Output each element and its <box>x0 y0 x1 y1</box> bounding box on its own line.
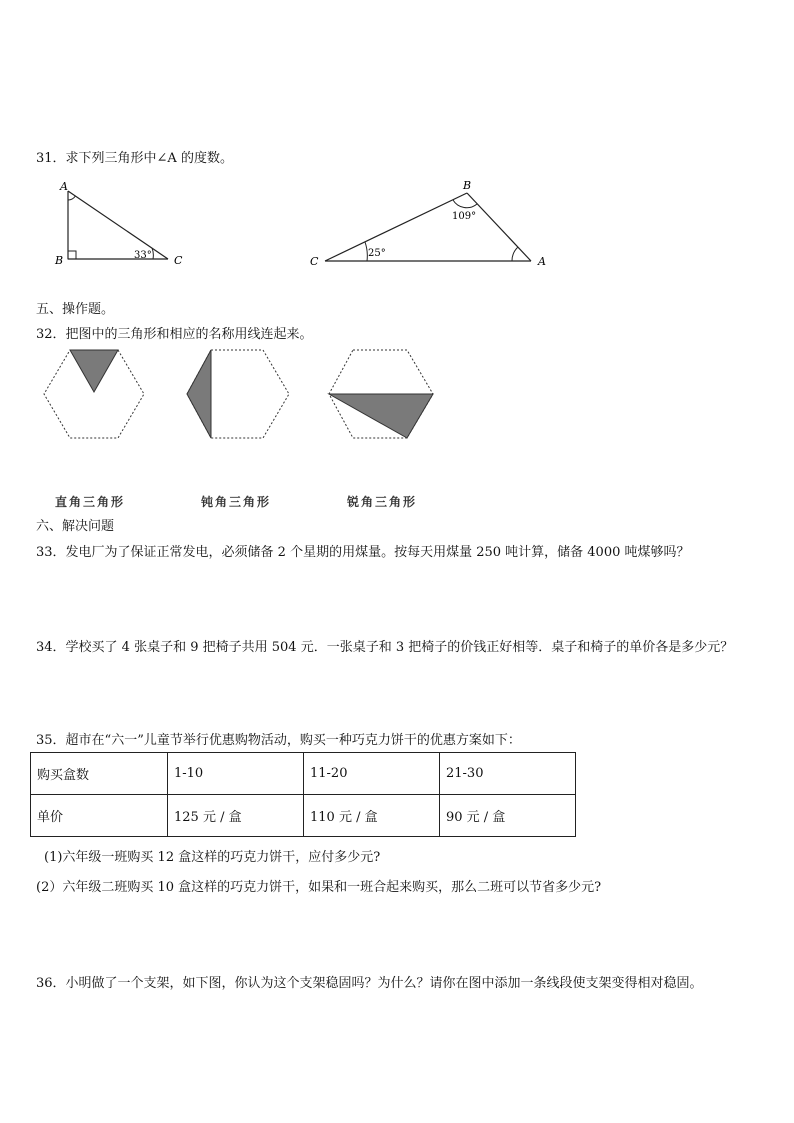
table-cell: 11-20 <box>304 753 440 795</box>
table-cell: 90 元 / 盒 <box>440 795 576 837</box>
q32-text: 32．把图中的三角形和相应的名称用线连起来。 <box>36 327 313 342</box>
q31-text: 31．求下列三角形中∠A 的度数。 <box>36 151 233 166</box>
table-row <box>31 795 576 837</box>
q35-text: 35．超市在“六一”儿童节举行优惠购物活动，购买一种巧克力饼干的优惠方案如下： <box>36 733 521 748</box>
section-6-heading: 六、解决问题 <box>36 519 115 534</box>
hexagon-figure-3 <box>325 346 437 442</box>
section-5-heading: 五、操作题。 <box>36 302 115 317</box>
q35-sub1: (1)六年级一班购买 12 盒这样的巧克力饼干，应付多少元? <box>44 850 381 865</box>
tri2-angle-c: 25° <box>368 248 386 259</box>
table-cell: 购买盒数 <box>31 753 168 795</box>
hexagon-figure-1 <box>40 346 148 442</box>
table-cell: 125 元 / 盒 <box>168 795 304 837</box>
tri1-vertex-a: A <box>60 180 68 193</box>
q35-sub2: (2）六年级二班购买 10 盒这样的巧克力饼干，如果和一班合起来购买，那么二班可以节省多少元? <box>36 880 602 895</box>
hexagon-figure-2 <box>183 346 291 442</box>
label-acute-triangle: 锐角三角形 <box>347 495 418 509</box>
q33-text: 33．发电厂为了保证正常发电，必须储备 2 个星期的用煤量。按每天用煤量 250 吨计算，储备 4000 吨煤够吗？ <box>36 545 690 560</box>
tri1-vertex-c: C <box>174 254 183 267</box>
tri1-vertex-b: B <box>55 254 64 267</box>
table-cell: 1-10 <box>168 753 304 795</box>
price-table <box>30 752 576 837</box>
label-obtuse-triangle: 钝角三角形 <box>201 495 272 509</box>
tri2-vertex-b: B <box>463 179 472 192</box>
table-cell: 21-30 <box>440 753 576 795</box>
label-right-triangle: 直角三角形 <box>55 495 126 509</box>
tri2-vertex-c: C <box>310 255 319 268</box>
tri2-angle-b: 109° <box>452 211 477 222</box>
obtuse-triangle-figure <box>305 176 555 272</box>
q36-text: 36．小明做了一个支架，如下图，你认为这个支架稳固吗？为什么？请你在图中添加一条线段使支架变得相对稳固。 <box>36 976 703 991</box>
q34-text: 34．学校买了 4 张桌子和 9 把椅子共用 504 元．一张桌子和 3 把椅子的价钱正好相等．桌子和椅子的单价各是多少元？ <box>36 640 734 655</box>
table-row <box>31 753 576 795</box>
table-cell: 单价 <box>31 795 168 837</box>
right-triangle-figure <box>50 176 200 272</box>
tri1-angle-c: 33° <box>134 250 152 261</box>
table-cell: 110 元 / 盒 <box>304 795 440 837</box>
tri2-vertex-a: A <box>538 255 546 268</box>
